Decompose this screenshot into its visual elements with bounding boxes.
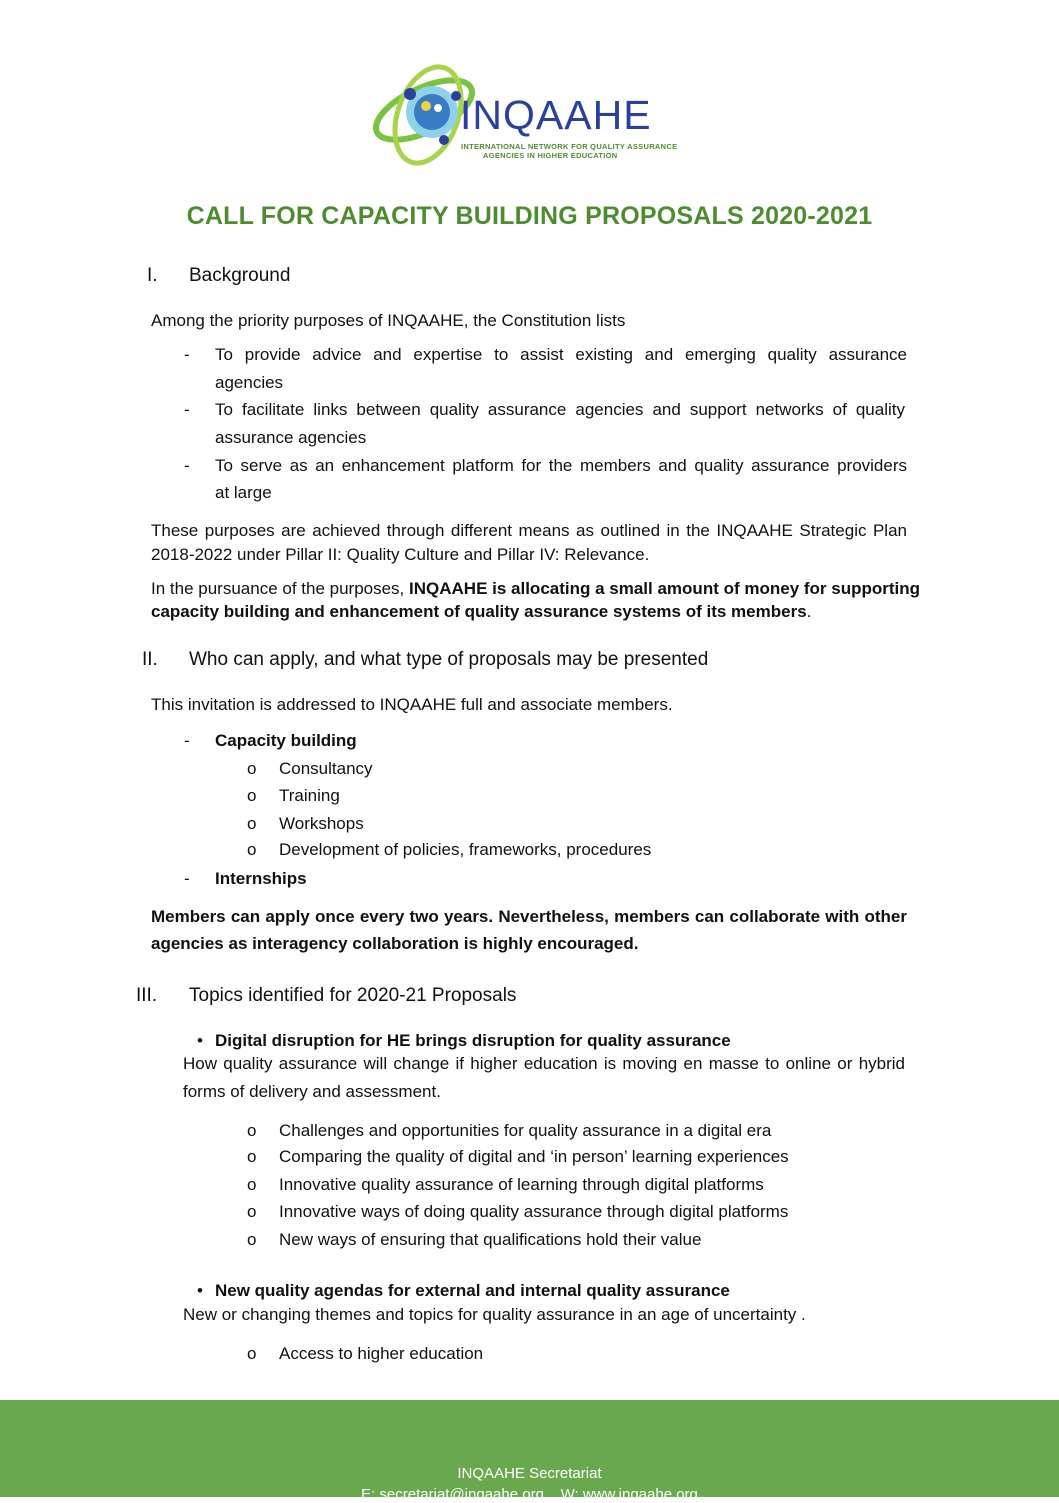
funding-prefix: In the pursuance of the purposes, bbox=[151, 579, 410, 598]
email-link[interactable]: secretariat@inqaahe.org bbox=[379, 1486, 544, 1503]
item-internships: Internships bbox=[215, 869, 307, 888]
subitem-development: Development of policies, frameworks, procedures bbox=[279, 840, 652, 859]
funding-suffix: . bbox=[806, 602, 812, 621]
circle-marker: o bbox=[247, 1230, 257, 1249]
topic1-item: Challenges and opportunities for quality assurance in a digital era bbox=[279, 1121, 772, 1140]
email-label: E: bbox=[361, 1486, 380, 1503]
section2-intro: This invitation is addressed to INQAAHE full and associate members. bbox=[151, 695, 673, 714]
section-heading-topics: Topics identified for 2020-21 Proposals bbox=[189, 985, 517, 1006]
funding-paragraph-cont bbox=[151, 601, 811, 623]
bullet-marker: • bbox=[197, 1281, 203, 1300]
funding-paragraph bbox=[151, 578, 920, 600]
subitem-workshops: Workshops bbox=[279, 814, 364, 833]
topic2-item: Access to higher education bbox=[279, 1344, 484, 1363]
circle-marker: o bbox=[247, 1121, 257, 1140]
topic-new-quality-agendas: New quality agendas for external and internal quality assurance bbox=[215, 1281, 730, 1300]
section-number: I. bbox=[147, 265, 158, 286]
web-label: W: bbox=[560, 1486, 583, 1503]
circle-marker: o bbox=[247, 1202, 257, 1221]
dash-marker: - bbox=[184, 869, 190, 888]
website-link[interactable]: www.inqaahe.org bbox=[582, 1486, 698, 1503]
topic1-item: Innovative quality assurance of learning through digital platforms bbox=[279, 1175, 764, 1194]
eligibility-note: Members can apply once every two years. Nevertheless, members can collaborate with other bbox=[151, 907, 907, 926]
topic-digital-disruption: Digital disruption for HE brings disruption for quality assurance bbox=[215, 1031, 731, 1050]
purpose-bullet-2: To facilitate links between quality assurance agencies and support networks of quality bbox=[215, 400, 905, 419]
circle-marker: o bbox=[247, 1175, 257, 1194]
circle-marker: o bbox=[247, 786, 257, 805]
topic1-item: Comparing the quality of digital and ‘in person’ learning experiences bbox=[279, 1147, 789, 1166]
footer-contacts bbox=[0, 1486, 1059, 1503]
circle-marker: o bbox=[247, 840, 257, 859]
dash-marker: - bbox=[184, 731, 190, 750]
section-number: III. bbox=[136, 985, 158, 1006]
purpose-bullet-1-cont: agencies bbox=[215, 373, 284, 392]
funding-bold-text: capacity building and enhancement of quality assurance systems of its members bbox=[151, 602, 807, 621]
purpose-bullet-3-cont: at large bbox=[215, 483, 272, 502]
section-number: II. bbox=[142, 649, 158, 670]
section-heading-who-can-apply: Who can apply, and what type of proposals may be presented bbox=[189, 649, 709, 670]
section-heading-background: Background bbox=[189, 265, 291, 286]
topic1-item: Innovative ways of doing quality assurance through digital platforms bbox=[279, 1202, 789, 1221]
eligibility-note-cont: agencies as interagency collaboration is highly encouraged. bbox=[151, 934, 639, 953]
topic2-description: New or changing themes and topics for quality assurance in an age of uncertainty . bbox=[183, 1305, 806, 1324]
logo-subtitle-line: INTERNATIONAL NETWORK FOR QUALITY ASSURANCE bbox=[461, 142, 678, 151]
footer-org: INQAAHE Secretariat bbox=[457, 1465, 602, 1482]
subitem-consultancy: Consultancy bbox=[279, 759, 373, 778]
strategic-plan-paragraph: These purposes are achieved through different means as outlined in the INQAAHE Strategic Plan bbox=[151, 521, 907, 540]
section1-intro: Among the priority purposes of INQAAHE, the Constitution lists bbox=[151, 311, 626, 330]
logo-subtitle-line: AGENCIES IN HIGHER EDUCATION bbox=[483, 151, 618, 160]
logo-wordmark: INQAAHE bbox=[460, 92, 652, 138]
purpose-bullet-1: To provide advice and expertise to assist existing and emerging quality assurance bbox=[215, 345, 907, 364]
dash-marker: - bbox=[184, 456, 190, 475]
page-title: CALL FOR CAPACITY BUILDING PROPOSALS 2020-2021 bbox=[186, 202, 873, 230]
circle-marker: o bbox=[247, 1147, 257, 1166]
funding-bold-text: INQAAHE is allocating a small amount of money for supporting bbox=[409, 579, 921, 598]
page-footer bbox=[0, 1400, 1059, 1503]
circle-marker: o bbox=[247, 814, 257, 833]
item-capacity-building: Capacity building bbox=[215, 731, 357, 750]
logo-subtitle bbox=[461, 142, 677, 160]
purpose-bullet-2-cont: assurance agencies bbox=[215, 428, 367, 447]
purpose-bullet-3: To serve as an enhancement platform for the members and quality assurance providers bbox=[215, 456, 907, 475]
subitem-training: Training bbox=[279, 786, 340, 805]
circle-marker: o bbox=[247, 759, 257, 778]
strategic-plan-paragraph-cont: 2018-2022 under Pillar II: Quality Culture and Pillar IV: Relevance. bbox=[151, 545, 650, 564]
topic1-description: How quality assurance will change if higher education is moving en masse to online or hybrid bbox=[183, 1054, 905, 1073]
dash-marker: - bbox=[184, 400, 190, 419]
topic1-item: New ways of ensuring that qualifications hold their value bbox=[279, 1230, 702, 1249]
topic1-description-cont: forms of delivery and assessment. bbox=[183, 1082, 441, 1101]
circle-marker: o bbox=[247, 1344, 257, 1363]
dash-marker: - bbox=[184, 345, 190, 364]
bullet-marker: • bbox=[197, 1031, 203, 1050]
